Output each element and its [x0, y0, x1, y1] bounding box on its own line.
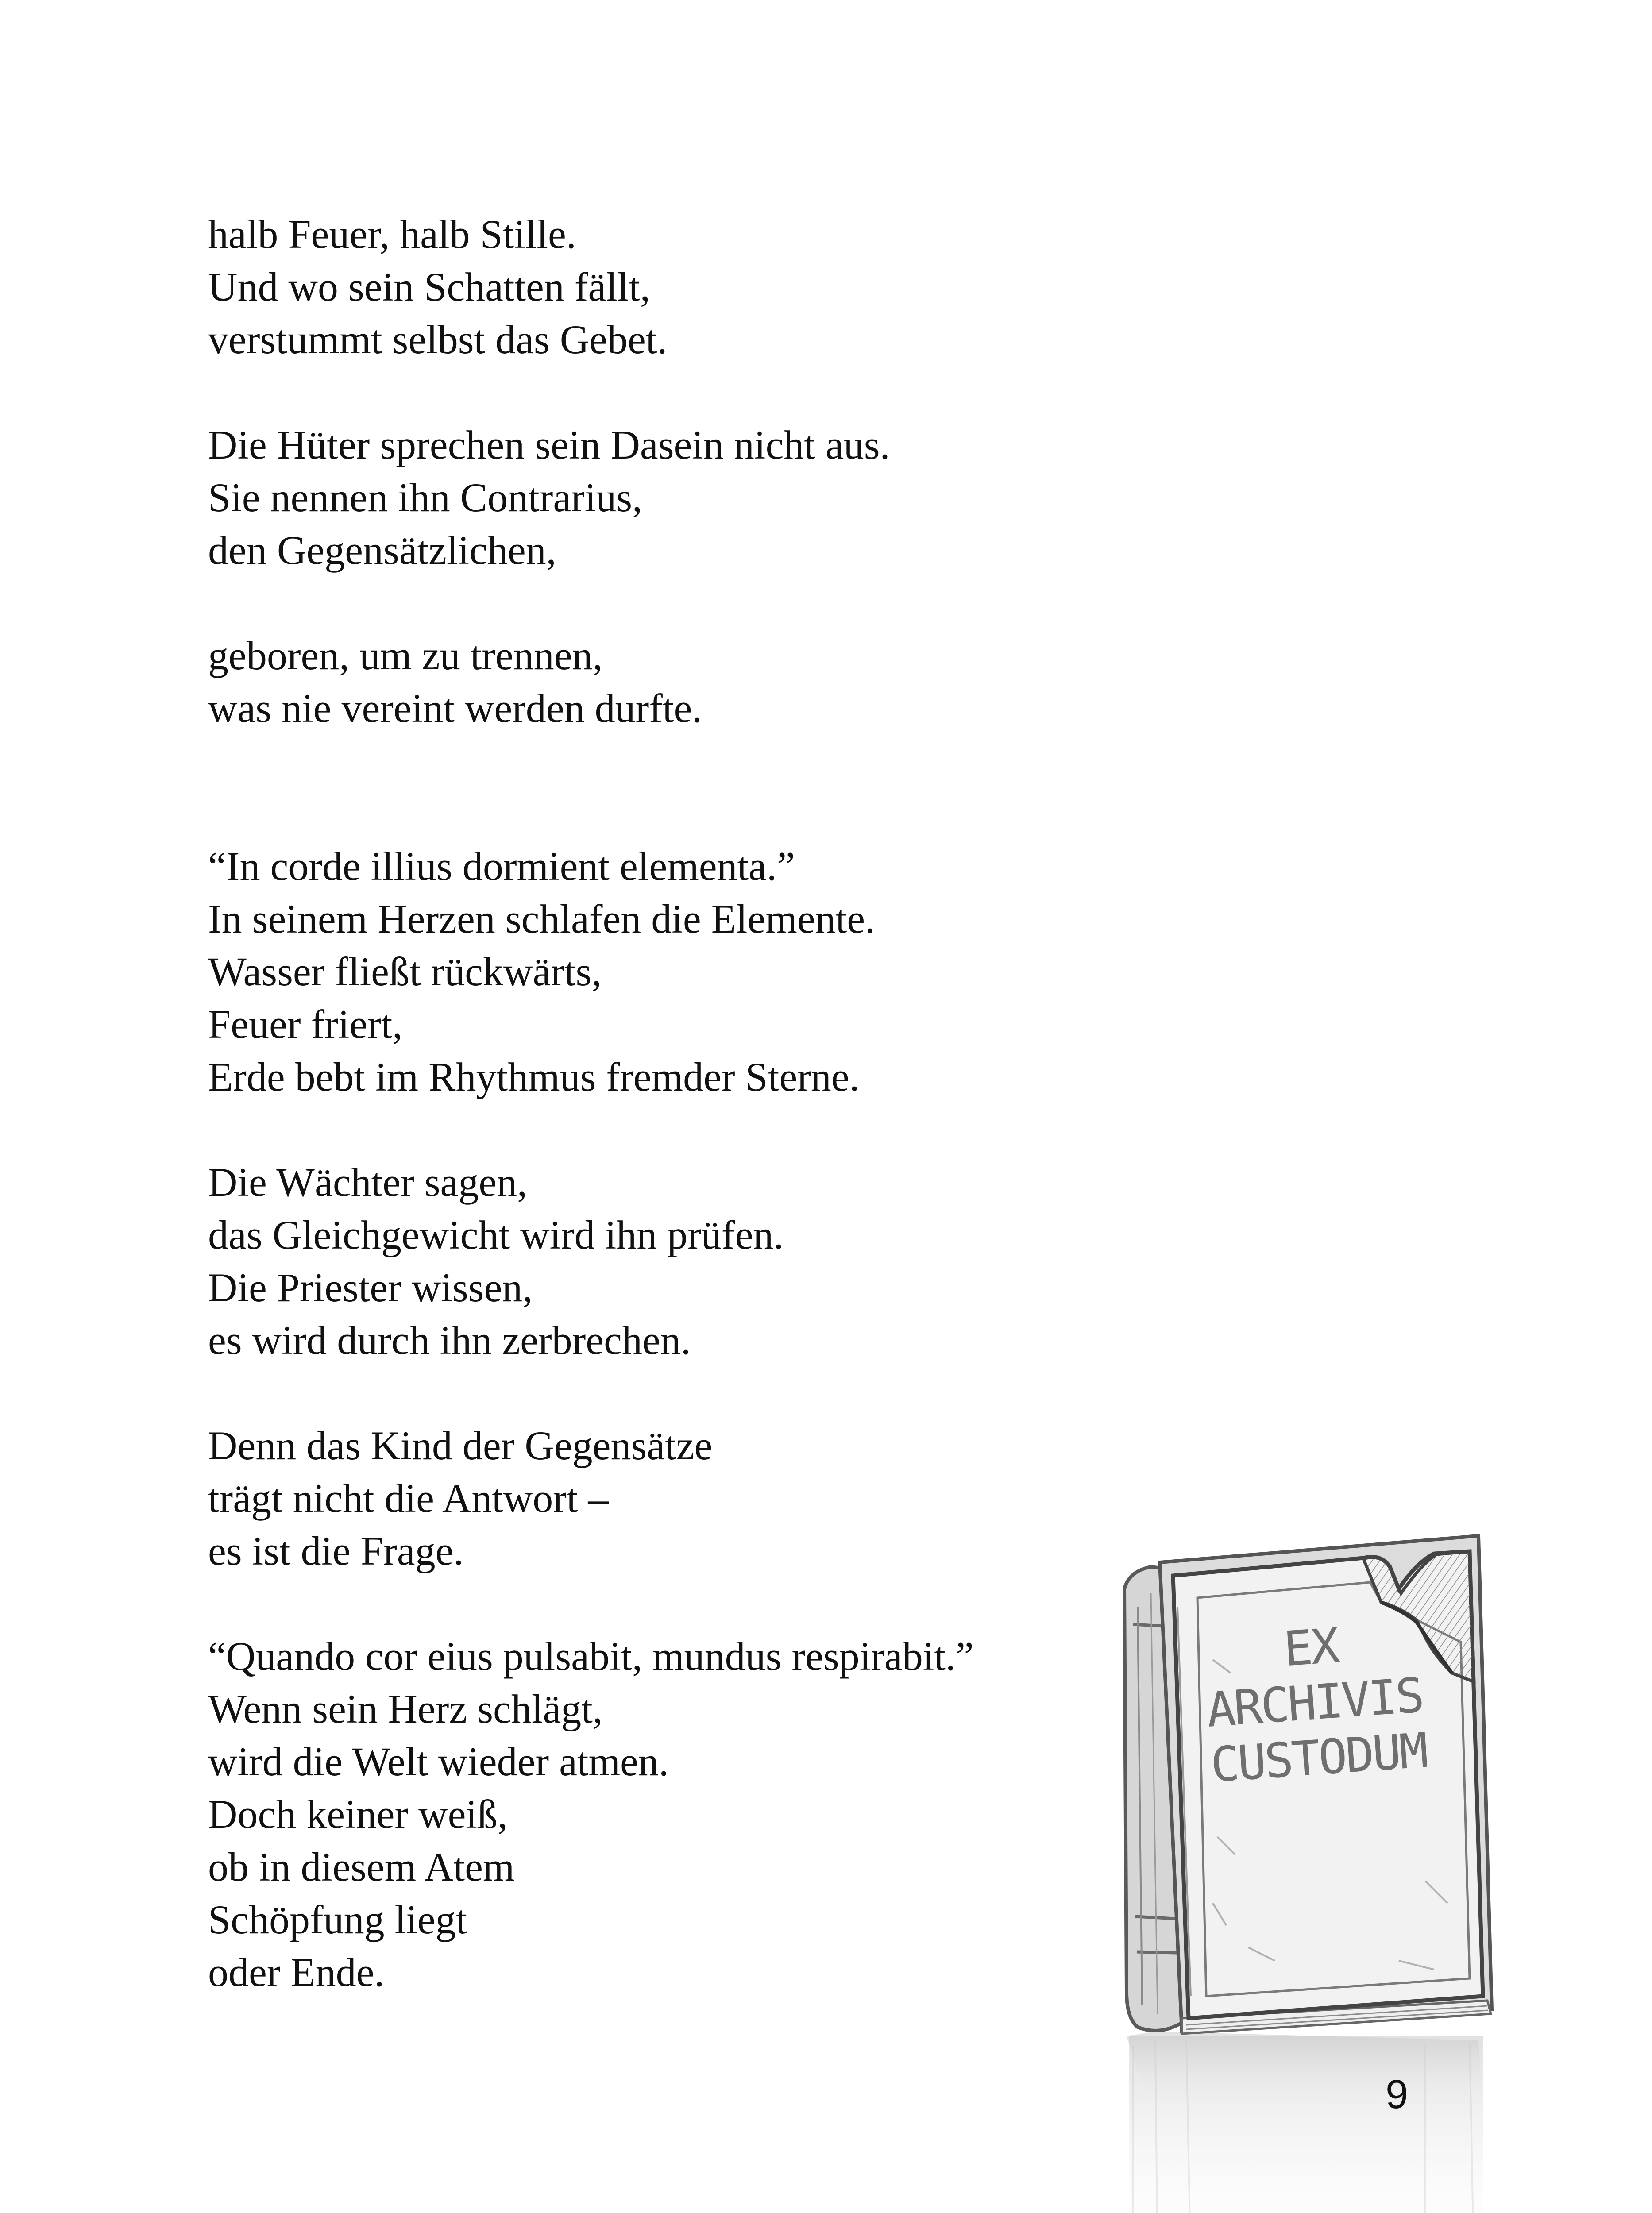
poem-body [208, 208, 1182, 1999]
poem-line: verstummt selbst das Gebet. [208, 317, 668, 362]
poem-line: halb Feuer, halb Stille. [208, 212, 576, 257]
poem-line: Feuer friert, [208, 1002, 403, 1047]
poem-line: trägt nicht die Antwort – [208, 1476, 609, 1521]
poem-line: ob in diesem Atem [208, 1844, 515, 1889]
poem-line: Die Hüter sprechen sein Dasein nicht aus. [208, 422, 890, 467]
poem-line: “Quando cor eius pulsabit, mundus respirabit.” [208, 1634, 974, 1679]
stanza [208, 419, 1182, 577]
book-reflection [1127, 2032, 1483, 2213]
poem-line: es ist die Frage. [208, 1528, 464, 1573]
book-title-line: ARCHIVIS [1205, 1668, 1424, 1738]
poem-line: wird die Welt wieder atmen. [208, 1739, 669, 1784]
stanza [208, 1156, 1182, 1367]
stanza [208, 1630, 1182, 1999]
poem-line: was nie vereint werden durfte. [208, 686, 702, 731]
stanza-gap [208, 577, 1182, 629]
poem-line: Wenn sein Herz schlägt, [208, 1686, 603, 1731]
poem-line: oder Ende. [208, 1950, 385, 1995]
poem-line: Denn das Kind der Gegensätze [208, 1423, 713, 1468]
book-title-line: EX [1282, 1618, 1340, 1677]
poem-line: den Gegensätzlichen, [208, 528, 556, 573]
poem-line: Sie nennen ihn Contrarius, [208, 475, 643, 520]
stanza [208, 208, 1182, 366]
poem-line: Erde bebt im Rhythmus fremder Sterne. [208, 1054, 860, 1099]
stanza-gap [208, 1367, 1182, 1419]
poem-line: Die Priester wissen, [208, 1265, 533, 1310]
stanza-gap [208, 1103, 1182, 1156]
page-number: 9 [1386, 2072, 1409, 2117]
poem-line: Schöpfung liegt [208, 1897, 467, 1942]
book-title [1185, 1612, 1444, 1794]
stanza-gap [208, 366, 1182, 419]
book-illustration [1115, 1527, 1505, 2213]
poem-line: geboren, um zu trennen, [208, 633, 603, 678]
poem-line: In seinem Herzen schlafen die Elemente. [208, 896, 876, 941]
stanza [208, 840, 1182, 1103]
poem-line: Und wo sein Schatten fällt, [208, 264, 651, 309]
poem-line: Wasser fließt rückwärts, [208, 949, 602, 994]
stanza [208, 629, 1182, 735]
section-gap [208, 735, 1182, 840]
book-title-line: CUSTODUM [1208, 1723, 1428, 1793]
stanza [208, 1419, 1182, 1577]
stanza-gap [208, 1577, 1182, 1630]
poem-line: es wird durch ihn zerbrechen. [208, 1318, 691, 1363]
poem-line: “In corde illius dormient elementa.” [208, 844, 795, 889]
poem-line: Die Wächter sagen, [208, 1160, 528, 1205]
poem-line: das Gleichgewicht wird ihn prüfen. [208, 1212, 784, 1257]
poem-line: Doch keiner weiß, [208, 1792, 508, 1837]
